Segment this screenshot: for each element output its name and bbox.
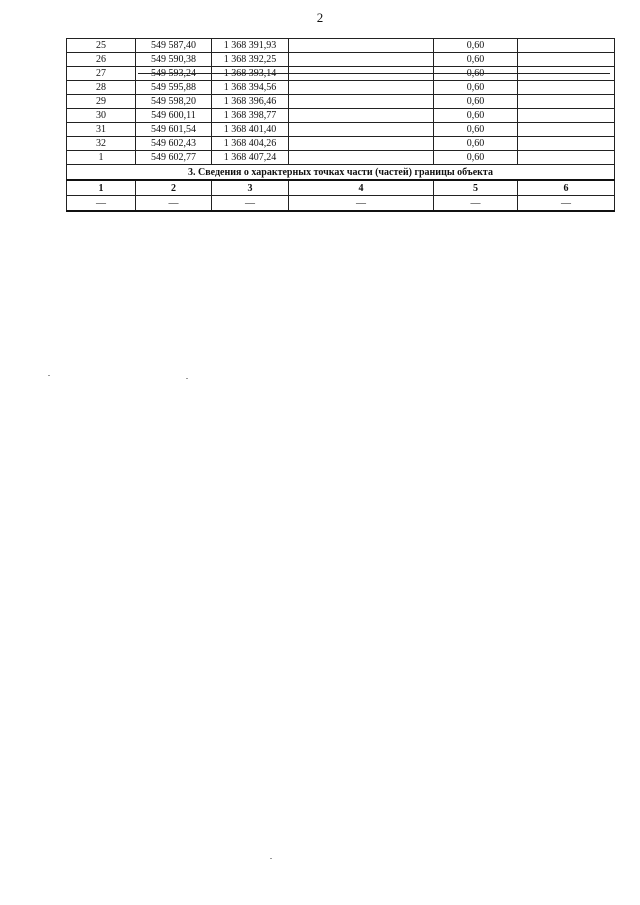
method-cell bbox=[289, 137, 434, 151]
x-coordinate-cell: 549 587,40 bbox=[136, 39, 212, 53]
column-number: 4 bbox=[289, 180, 434, 196]
y-coordinate-cell: 1 368 393,14 bbox=[212, 67, 289, 81]
scan-speck bbox=[48, 375, 50, 376]
description-cell bbox=[518, 137, 615, 151]
precision-cell: 0,60 bbox=[434, 95, 518, 109]
precision-cell: 0,60 bbox=[434, 53, 518, 67]
description-cell bbox=[518, 53, 615, 67]
precision-cell: 0,60 bbox=[434, 137, 518, 151]
point-number-cell: 1 bbox=[67, 151, 136, 165]
dash-cell: — bbox=[434, 196, 518, 212]
coordinates-table bbox=[66, 38, 615, 212]
precision-cell: 0,60 bbox=[434, 123, 518, 137]
table-row bbox=[67, 39, 615, 53]
description-cell bbox=[518, 123, 615, 137]
description-cell bbox=[518, 81, 615, 95]
dash-cell: — bbox=[136, 196, 212, 212]
dash-cell: — bbox=[212, 196, 289, 212]
description-cell bbox=[518, 39, 615, 53]
x-coordinate-cell: 549 598,20 bbox=[136, 95, 212, 109]
point-number-cell: 30 bbox=[67, 109, 136, 123]
x-coordinate-cell: 549 601,54 bbox=[136, 123, 212, 137]
method-cell bbox=[289, 39, 434, 53]
precision-cell: 0,60 bbox=[434, 151, 518, 165]
y-coordinate-cell: 1 368 404,26 bbox=[212, 137, 289, 151]
table-row bbox=[67, 137, 615, 151]
column-numbers-row bbox=[67, 180, 615, 196]
dash-cell: — bbox=[289, 196, 434, 212]
table-row bbox=[67, 109, 615, 123]
x-coordinate-cell: 549 595,88 bbox=[136, 81, 212, 95]
precision-cell: 0,60 bbox=[434, 39, 518, 53]
y-coordinate-cell: 1 368 394,56 bbox=[212, 81, 289, 95]
y-coordinate-cell: 1 368 407,24 bbox=[212, 151, 289, 165]
scan-speck bbox=[186, 378, 188, 379]
method-cell bbox=[289, 95, 434, 109]
x-coordinate-cell: 549 593,24 bbox=[136, 67, 212, 81]
precision-cell: 0,60 bbox=[434, 109, 518, 123]
method-cell bbox=[289, 151, 434, 165]
column-number: 1 bbox=[67, 180, 136, 196]
empty-data-row bbox=[67, 196, 615, 212]
column-number: 5 bbox=[434, 180, 518, 196]
x-coordinate-cell: 549 600,11 bbox=[136, 109, 212, 123]
method-cell bbox=[289, 53, 434, 67]
description-cell bbox=[518, 109, 615, 123]
method-cell bbox=[289, 109, 434, 123]
x-coordinate-cell: 549 602,77 bbox=[136, 151, 212, 165]
point-number-cell: 32 bbox=[67, 137, 136, 151]
section-header-row bbox=[67, 165, 615, 181]
point-number-cell: 31 bbox=[67, 123, 136, 137]
y-coordinate-cell: 1 368 392,25 bbox=[212, 53, 289, 67]
precision-cell: 0,60 bbox=[434, 67, 518, 81]
y-coordinate-cell: 1 368 396,46 bbox=[212, 95, 289, 109]
table-row bbox=[67, 123, 615, 137]
column-number: 3 bbox=[212, 180, 289, 196]
point-number-cell: 26 bbox=[67, 53, 136, 67]
point-number-cell: 28 bbox=[67, 81, 136, 95]
point-number-cell: 29 bbox=[67, 95, 136, 109]
y-coordinate-cell: 1 368 401,40 bbox=[212, 123, 289, 137]
y-coordinate-cell: 1 368 391,93 bbox=[212, 39, 289, 53]
column-number: 2 bbox=[136, 180, 212, 196]
point-number-cell: 27 bbox=[67, 67, 136, 81]
section-3-title: 3. Сведения о характерных точках части (частей) границы объекта bbox=[67, 165, 615, 181]
method-cell bbox=[289, 81, 434, 95]
stray-horizontal-line bbox=[138, 73, 610, 74]
scan-speck bbox=[270, 858, 272, 859]
dash-cell: — bbox=[67, 196, 136, 212]
dash-cell: — bbox=[518, 196, 615, 212]
table-row bbox=[67, 81, 615, 95]
description-cell bbox=[518, 151, 615, 165]
method-cell bbox=[289, 123, 434, 137]
table-row bbox=[67, 151, 615, 165]
description-cell bbox=[518, 95, 615, 109]
page-number: 2 bbox=[316, 10, 324, 25]
column-number: 6 bbox=[518, 180, 615, 196]
y-coordinate-cell: 1 368 398,77 bbox=[212, 109, 289, 123]
x-coordinate-cell: 549 602,43 bbox=[136, 137, 212, 151]
table-row bbox=[67, 53, 615, 67]
point-number-cell: 25 bbox=[67, 39, 136, 53]
precision-cell: 0,60 bbox=[434, 81, 518, 95]
x-coordinate-cell: 549 590,38 bbox=[136, 53, 212, 67]
table-row bbox=[67, 95, 615, 109]
